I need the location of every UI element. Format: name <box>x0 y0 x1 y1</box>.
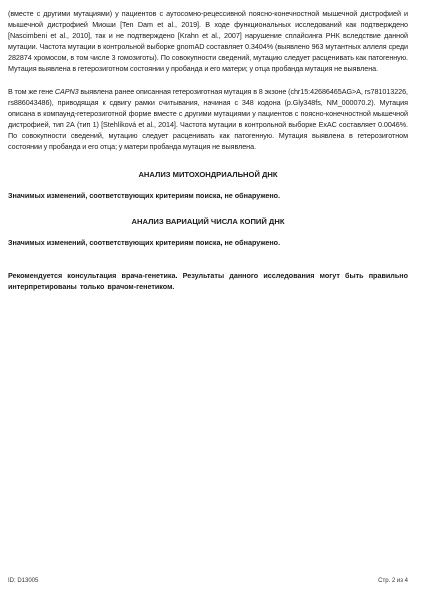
cnv-section-title: АНАЛИЗ ВАРИАЦИЙ ЧИСЛА КОПИЙ ДНК <box>131 217 285 227</box>
page-number: Стр. 2 из 4 <box>378 578 408 584</box>
mito-section-result: Значимых изменений, соответствующих критериям поиска, не обнаружено. <box>8 191 281 201</box>
mito-section-title: АНАЛИЗ МИТОХОНДРИАЛЬНОЙ ДНК <box>138 170 278 180</box>
paragraph2-suffix: выявлена ранее описанная гетерозиготная мутация в 8 экзоне (chr15:42686465AG>A, rs781013226, rs886043486), приводящая к сдвигу рамки считывания, начиная с 348 кодона (p.Gly348fs, NM_000070.2). Мутация описана в компаунд-гетерозиготной форме вместе с другими мутациями у пациентов с поясно-конечностной мышечной дистрофией, тип 2А (тип 1) [Stehlíková et al., 2014]. Частота мутации в контрольной выборке ExAC составляет 0.0046%. По совокупности сведений, мутацию следует расценивать как патогенную. Мутация выявлена в гетерозиготном состоянии у пробанда и его отца; у матери пробанда мутация не выявлена. <box>8 86 408 152</box>
paragraph2-prefix: В том же гене <box>8 86 55 96</box>
page-footer <box>8 578 408 584</box>
cnv-section-result: Значимых изменений, соответствующих критериям поиска, не обнаружено. <box>8 238 281 248</box>
recommendation-text: Рекомендуется консультация врача-генетика. Результаты данного исследования могут быть правильно интерпретированы только врачом-генетиком. <box>8 271 408 292</box>
variant-paragraph-2 <box>8 86 408 153</box>
gene-name: CAPN3 <box>54 86 79 96</box>
variant-paragraph-1: (вместе с другими мутациями) у пациентов с аутосомно-рецессивной поясно-конечностной мышечной дистрофией и мышечной дистрофией Миоши [Ten Dam et al., 2019]. В ходе функциональных исследований как подтверждено [Nascimbeni et al., 2010], так и не подтверждено [Krahn et al., 2007] нарушение сплайсинга РНК вследствие данной мутации. Частота мутации в контрольной выборке gnomAD составляет 0.3404% (выявлено 963 мутантных аллеля среди 282874 хромосом, в том числе 3 гомозиготы). По совокупности сведений, мутацию следует расценивать как патогенную. Мутация выявлена в гетерозиготном состоянии у пробанда и его матери; у отца пробанда мутация не выявлена. <box>8 9 408 74</box>
report-content <box>8 8 408 293</box>
document-id: ID: D13005 <box>8 578 39 584</box>
